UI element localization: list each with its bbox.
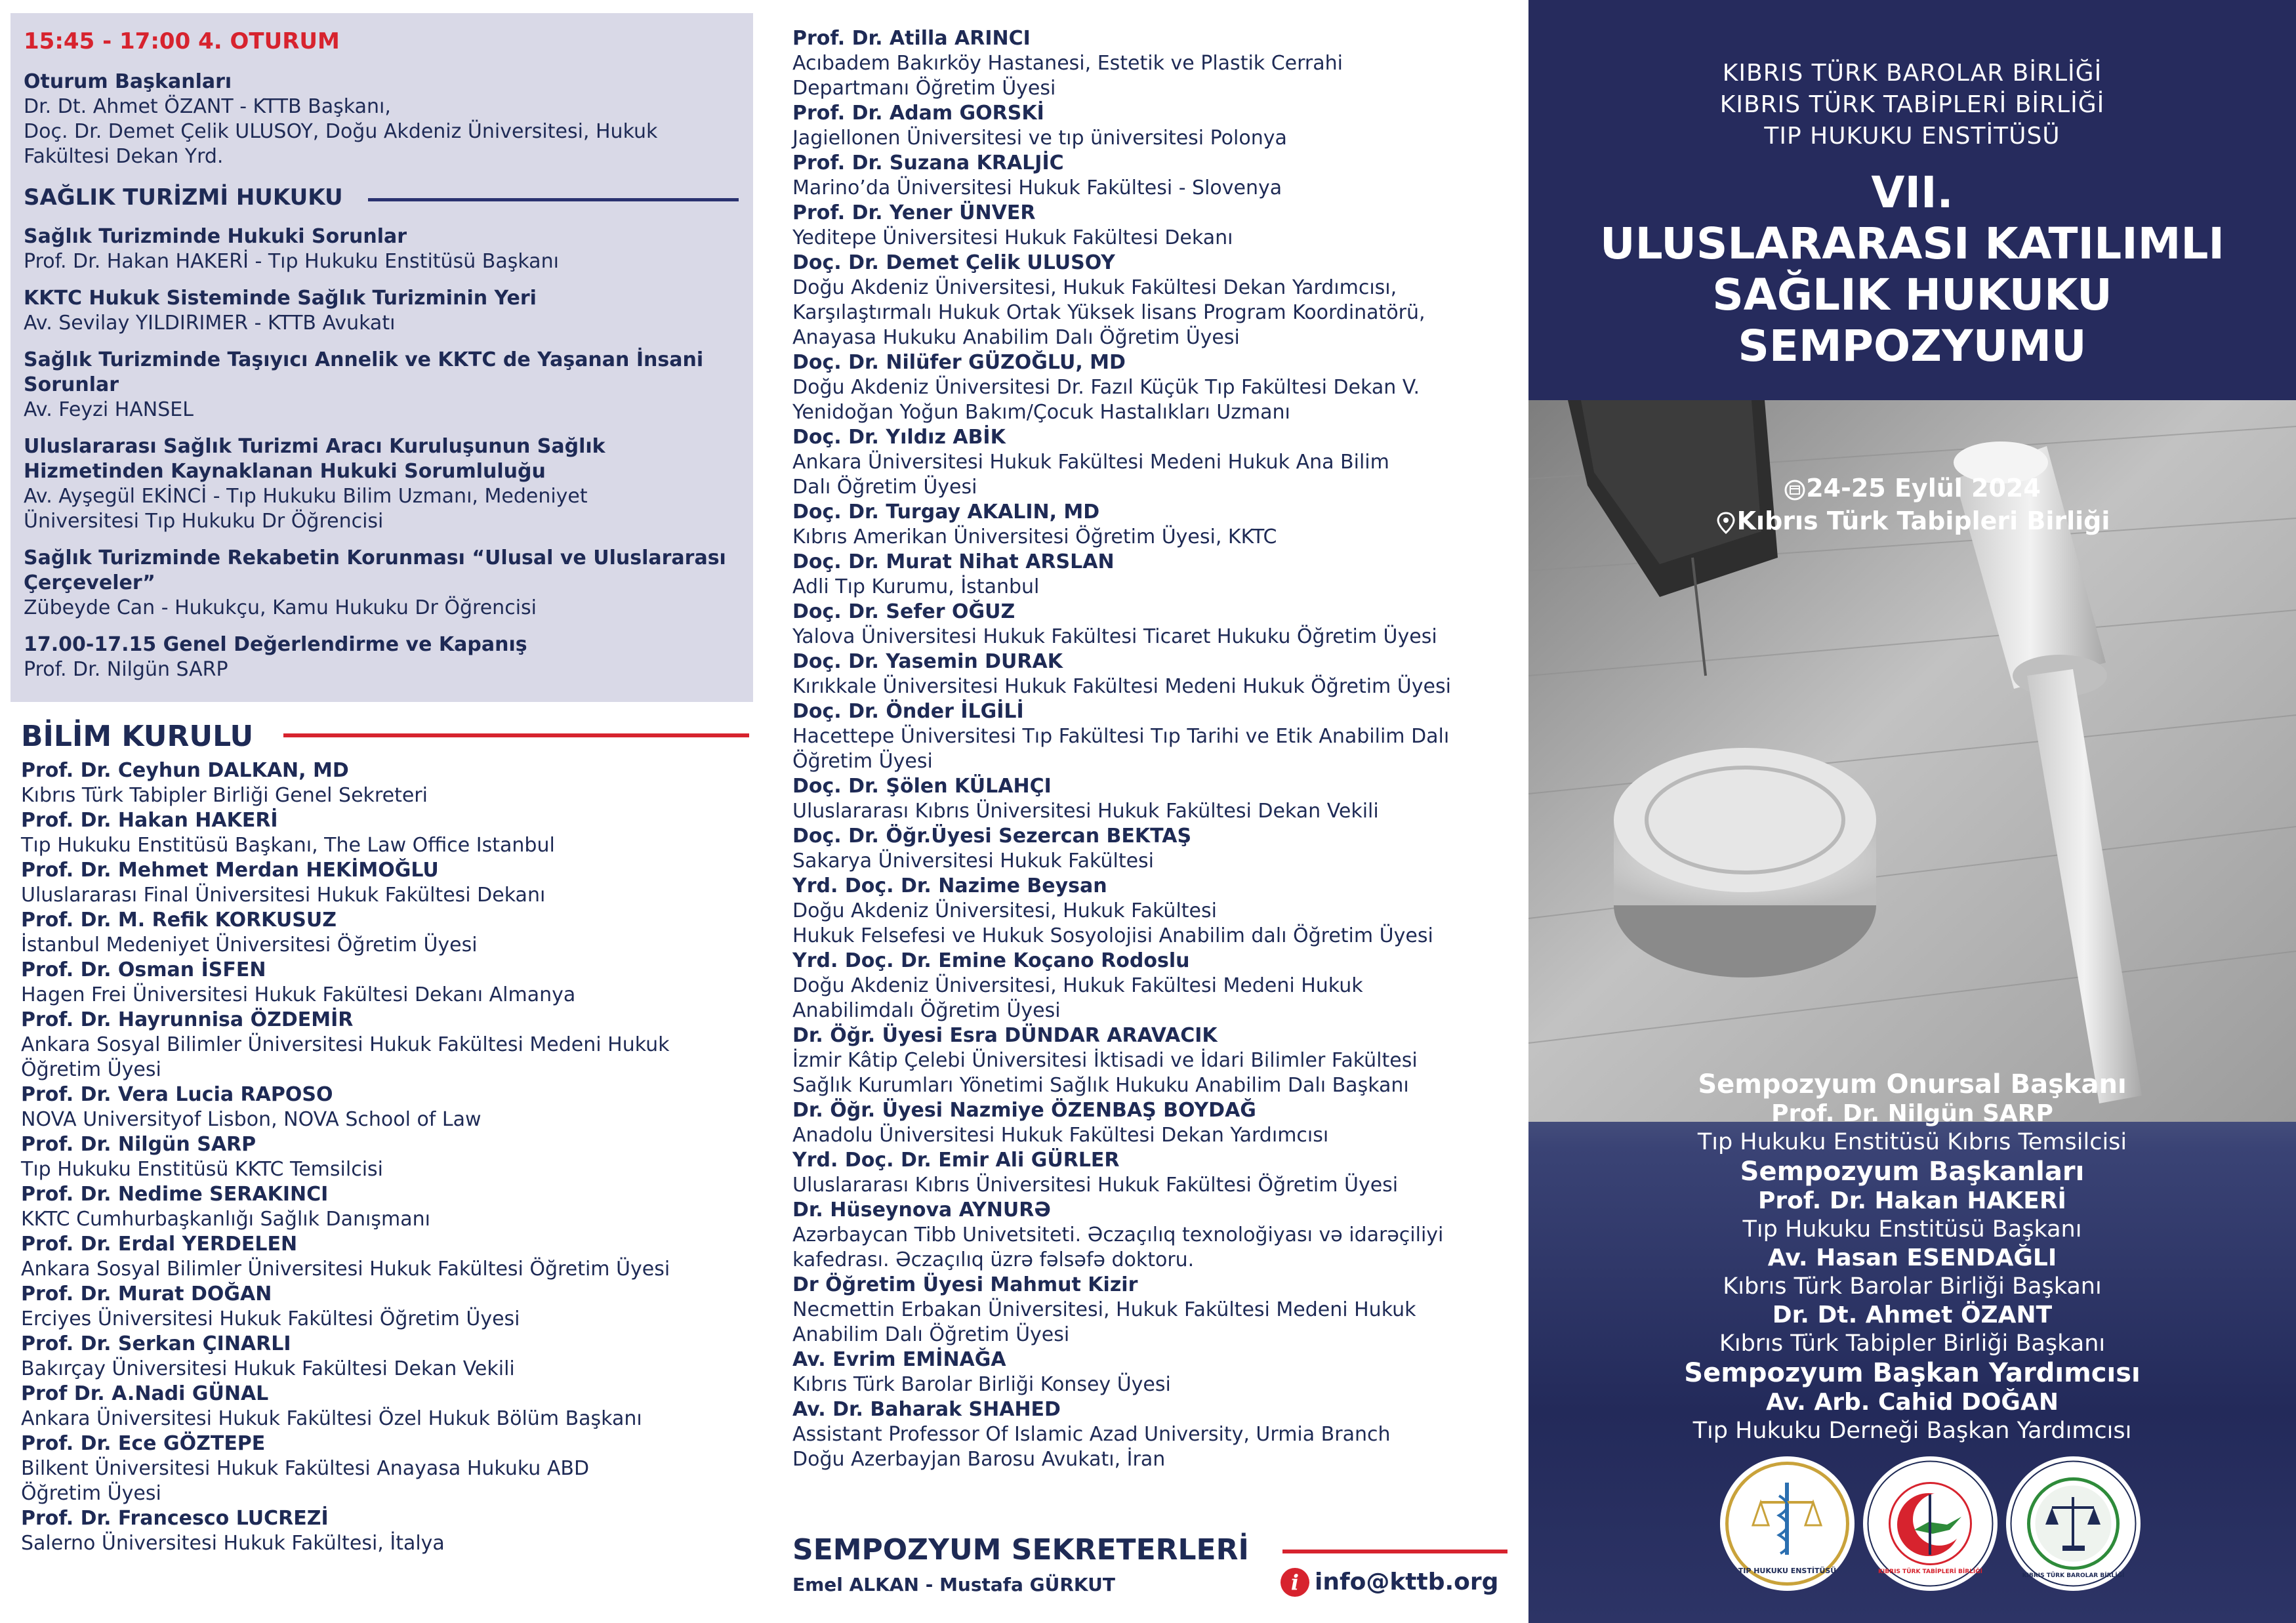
kibris-turk-tabipleri-birligi-emblem: [1863, 1456, 1998, 1591]
bilim-kurulu: [21, 715, 749, 1556]
bilim-kurulu-title-text: BİLİM KURULU: [21, 720, 254, 753]
member-name: Prof. Dr. Vera Lucia RAPOSO: [21, 1083, 333, 1106]
session-box: [10, 13, 753, 702]
member-name: Doç. Dr. Önder İLGİLİ: [792, 700, 1024, 723]
member-item: [792, 1198, 1514, 1273]
member-affiliation: Bilkent Üniversitesi Hukuk Fakültesi Anayasa Hukuku ABD: [21, 1457, 590, 1480]
member-affiliation: Yenidoğan Yoğun Bakım/Çocuk Hastalıkları Uzmanı: [792, 401, 1290, 424]
talk-title: Hizmetinden Kaynaklanan Hukuki Sorumluluğu: [24, 460, 546, 483]
member-affiliation: Erciyes Üniversitesi Hukuk Fakültesi Öğretim Üyesi: [21, 1307, 520, 1330]
official-name: Prof. Dr. Hakan HAKERİ: [1758, 1187, 2066, 1214]
official-desc: Tıp Hukuku Derneği Başkan Yardımcısı: [1692, 1418, 2132, 1444]
talk-title: KKTC Hukuk Sisteminde Sağlık Turizminin Yeri: [24, 287, 537, 310]
member-affiliation: Ankara Üniversitesi Hukuk Fakültesi Medeni Hukuk Ana Bilim: [792, 451, 1389, 474]
member-name: Av. Dr. Baharak SHAHED: [792, 1398, 1061, 1421]
session-time-title: 15:45 - 17:00 4. OTURUM: [24, 28, 340, 54]
tip-hukuku-enstitusu-emblem: [1720, 1456, 1855, 1591]
member-item: [21, 1082, 749, 1132]
organizer-line: KIBRIS TÜRK BAROLAR BİRLİĞİ: [1722, 60, 2102, 87]
member-name: Doç. Dr. Yasemin DURAK: [792, 650, 1063, 673]
organizer-line: KIBRIS TÜRK TABİPLERİ BİRLİĞİ: [1719, 91, 2105, 118]
member-affiliation: Ankara Üniversitesi Hukuk Fakültesi Özel Hukuk Bölüm Başkanı: [21, 1407, 642, 1430]
member-affiliation: Azərbaycan Tibb Univetsiteti. Əczaçılıq texnoloğiyası və idarəçiliyi: [792, 1223, 1444, 1246]
member-affiliation: Marino’da Üniversitesi Hukuk Fakültesi - Slovenya: [792, 176, 1282, 199]
member-affiliation: Anabilim Dalı Öğretim Üyesi: [792, 1323, 1070, 1346]
official-desc: Kıbrıs Türk Tabipler Birliği Başkanı: [1719, 1330, 2106, 1357]
member-item: [21, 1132, 749, 1182]
member-affiliation: Bakırçay Üniversitesi Hukuk Fakültesi Dekan Vekili: [21, 1357, 515, 1380]
member-affiliation: Assistant Professor Of Islamic Azad University, Urmia Branch: [792, 1423, 1391, 1446]
official-desc: Kıbrıs Türk Barolar Birliği Başkanı: [1723, 1273, 2102, 1300]
member-affiliation: Jagiellonen Üniversitesi ve tıp üniversitesi Polonya: [792, 127, 1287, 150]
talk-item: [24, 632, 739, 682]
member-name: Doç. Dr. Murat Nihat ARSLAN: [792, 550, 1115, 573]
talk-speaker: Av. Sevilay YILDIRIMER - KTTB Avukatı: [24, 312, 396, 335]
symposium-officials: [1568, 1069, 2257, 1445]
member-name: Prof. Dr. Hayrunnisa ÖZDEMİR: [21, 1008, 354, 1031]
member-affiliation: Anabilimdalı Öğretim Üyesi: [792, 999, 1061, 1022]
official-name: Prof. Dr. Nilgün SARP: [1771, 1100, 2053, 1127]
talk-item: [24, 348, 739, 422]
bilim-kurulu-title: [21, 715, 749, 758]
member-item: [792, 425, 1514, 500]
talk-list: [24, 224, 739, 682]
member-name: Prof. Dr. M. Refik KORKUSUZ: [21, 909, 337, 932]
member-item: [792, 600, 1514, 649]
member-affiliation: Sakarya Üniversitesi Hukuk Fakültesi: [792, 850, 1155, 873]
symposium-title: [1528, 167, 2296, 372]
member-name: Prof. Dr. Francesco LUCREZİ: [21, 1507, 329, 1530]
section-rule: [368, 198, 739, 201]
organizer-line: TIP HUKUKU ENSTİTÜSÜ: [1764, 123, 2060, 150]
email-text[interactable]: info@kttb.org: [1315, 1569, 1499, 1595]
member-name: Doç. Dr. Sefer OĞUZ: [792, 600, 1015, 623]
secretaries-names: Emel ALKAN - Mustafa GÜRKUT: [792, 1574, 1115, 1595]
member-item: [792, 774, 1514, 824]
logo-caption: KIBRIS TÜRK BAROLAR BİRLİĞİ: [2022, 1572, 2125, 1579]
member-affiliation: Kıbrıs Türk Barolar Birliği Konsey Üyesi: [792, 1373, 1171, 1396]
kibris-turk-tabipleri-birligi-logo: [1863, 1456, 1998, 1591]
member-name: Prof Dr. A.Nadi GÜNAL: [21, 1382, 269, 1405]
member-item: [792, 874, 1514, 949]
event-date-text: 24-25 Eylül 2024: [1806, 474, 2041, 503]
logo-caption: TIP HUKUKU ENSTİTÜSÜ: [1738, 1567, 1837, 1575]
cover-panel: [1528, 0, 2296, 1623]
event-venue-text: Kıbrıs Türk Tabipleri Birliği: [1736, 506, 2110, 535]
talk-speaker: Av. Ayşegül EKİNCİ - Tıp Hukuku Bilim Uzmanı, Medeniyet: [24, 485, 588, 508]
member-item: [21, 1506, 749, 1556]
title-line: SAĞLIK HUKUKU: [1712, 270, 2112, 320]
member-name: Yrd. Doç. Dr. Emine Koçano Rodoslu: [792, 949, 1190, 972]
member-affiliation: Karşılaştırmalı Hukuk Ortak Yüksek lisans Program Koordinatörü,: [792, 301, 1425, 324]
program-column: [0, 0, 754, 1623]
talk-item: [24, 434, 739, 534]
official-role: Sempozyum Başkan Yardımcısı: [1684, 1358, 2141, 1388]
session-content: [24, 26, 739, 694]
kibris-turk-barolar-birligi-emblem: [2006, 1456, 2141, 1591]
secretaries-title: [792, 1531, 1507, 1569]
member-affiliation: Hukuk Felsefesi ve Hukuk Sosyolojisi Anabilim dalı Öğretim Üyesi: [792, 924, 1433, 947]
member-affiliation: Uluslararası Final Üniversitesi Hukuk Fakültesi Dekanı: [21, 884, 546, 907]
talk-speaker: Üniversitesi Tıp Hukuku Dr Öğrencisi: [24, 510, 384, 533]
member-affiliation: Adli Tıp Kurumu, İstanbul: [792, 575, 1040, 598]
member-name: Prof. Dr. Yener ÜNVER: [792, 201, 1036, 224]
session-chair-line: Dr. Dt. Ahmet ÖZANT - KTTB Başkanı,: [24, 95, 391, 118]
member-name: Doç. Dr. Öğr.Üyesi Sezercan BEKTAŞ: [792, 825, 1192, 848]
member-affiliation: Doğu Akdeniz Üniversitesi, Hukuk Fakültesi Medeni Hukuk: [792, 974, 1363, 997]
event-venue: [1528, 505, 2296, 537]
member-item: [792, 1023, 1514, 1098]
session-chair-line: Fakültesi Dekan Yrd.: [24, 145, 224, 168]
logo-caption: KIBRIS TÜRK TABİPLERİ BİRLİĞİ: [1877, 1569, 1983, 1575]
talk-item: [24, 546, 739, 621]
member-affiliation: Doğu Akdeniz Üniversitesi, Hukuk Fakültesi Dekan Yardımcısı,: [792, 276, 1397, 299]
member-name: Doç. Dr. Turgay AKALIN, MD: [792, 501, 1100, 524]
secretaries-rule: [1282, 1550, 1507, 1553]
member-affiliation: Öğretim Üyesi: [21, 1058, 161, 1081]
member-affiliation: Anayasa Hukuku Anabilim Dalı Öğretim Üyesi: [792, 326, 1240, 349]
member-affiliation: Uluslararası Kıbrıs Üniversitesi Hukuk Fakültesi Dekan Vekili: [792, 800, 1379, 823]
member-item: [792, 1148, 1514, 1198]
member-item: [792, 550, 1514, 600]
official-name: Av. Arb. Cahid DOĞAN: [1766, 1389, 2059, 1416]
member-affiliation: NOVA Universityof Lisbon, NOVA School of Law: [21, 1108, 482, 1131]
member-name: Prof. Dr. Osman İSFEN: [21, 958, 266, 981]
member-name: Dr Öğretim Üyesi Mahmut Kizir: [792, 1273, 1138, 1296]
member-affiliation: Departmanı Öğretim Üyesi: [792, 77, 1056, 100]
official-desc: Tıp Hukuku Enstitüsü Kıbrıs Temsilcisi: [1697, 1129, 2127, 1155]
member-name: Prof. Dr. Murat DOĞAN: [21, 1283, 272, 1305]
member-name: Prof. Dr. Ceyhun DALKAN, MD: [21, 759, 349, 782]
member-name: Dr. Öğr. Üyesi Esra DÜNDAR ARAVACIK: [792, 1024, 1218, 1047]
member-name: Prof. Dr. Mehmet Merdan HEKİMOĞLU: [21, 859, 439, 882]
member-item: [21, 1332, 749, 1382]
member-affiliation: Öğretim Üyesi: [792, 750, 933, 773]
member-affiliation: Dalı Öğretim Üyesi: [792, 476, 977, 499]
secretaries-title-text: SEMPOZYUM SEKRETERLERİ: [792, 1533, 1249, 1567]
member-item: [792, 1098, 1514, 1148]
member-item: [792, 26, 1514, 101]
member-name: Prof. Dr. Erdal YERDELEN: [21, 1233, 298, 1256]
member-name: Yrd. Doç. Dr. Emir Ali GÜRLER: [792, 1149, 1120, 1172]
member-column-2: [792, 26, 1514, 1472]
bilim-rule: [283, 733, 749, 737]
member-name: Doç. Dr. Nilüfer GÜZOĞLU, MD: [792, 351, 1126, 374]
member-affiliation: Tıp Hukuku Enstitüsü Başkanı, The Law Office Istanbul: [21, 834, 555, 857]
member-name: Prof. Dr. Hakan HAKERİ: [21, 809, 278, 832]
member-affiliation: Yalova Üniversitesi Hukuk Fakültesi Ticaret Hukuku Öğretim Üyesi: [792, 625, 1437, 648]
member-affiliation: Ankara Sosyal Bilimler Üniversitesi Hukuk Fakültesi Medeni Hukuk: [21, 1033, 670, 1056]
official-role: Sempozyum Onursal Başkanı: [1698, 1069, 2127, 1099]
title-line: VII.: [1871, 167, 1954, 218]
member-affiliation: Ankara Sosyal Bilimler Üniversitesi Hukuk Fakültesi Öğretim Üyesi: [21, 1258, 670, 1281]
member-item: [21, 858, 749, 908]
talk-title: Uluslararası Sağlık Turizmi Aracı Kuruluşunun Sağlık: [24, 435, 605, 458]
member-item: [21, 1232, 749, 1282]
member-affiliation: Doğu Akdeniz Üniversitesi Dr. Fazıl Küçük Tıp Fakültesi Dekan V.: [792, 376, 1420, 399]
member-item: [21, 1282, 749, 1332]
calendar-icon: [1784, 479, 1806, 501]
member-item: [792, 649, 1514, 699]
cover-header: [1528, 0, 2296, 400]
member-name: Prof. Dr. Atilla ARINCI: [792, 27, 1031, 50]
member-item: [792, 350, 1514, 425]
member-item: [21, 1431, 749, 1506]
official-name: Dr. Dt. Ahmet ÖZANT: [1772, 1302, 2053, 1328]
member-affiliation: İstanbul Medeniyet Üniversitesi Öğretim Üyesi: [21, 934, 478, 956]
member-item: [792, 949, 1514, 1023]
event-date: [1528, 472, 2296, 504]
talk-title: Sorunlar: [24, 373, 119, 396]
member-affiliation: Hacettepe Üniversitesi Tıp Fakültesi Tıp Tarihi ve Etik Anabilim Dalı: [792, 725, 1450, 748]
member-name: Av. Evrim EMİNAĞA: [792, 1348, 1006, 1371]
talk-speaker: Prof. Dr. Hakan HAKERİ - Tıp Hukuku Enstitüsü Başkanı: [24, 250, 559, 273]
talk-title: 17.00-17.15 Genel Değerlendirme ve Kapanış: [24, 633, 527, 656]
member-affiliation: Anadolu Üniversitesi Hukuk Fakültesi Dekan Yardımcısı: [792, 1124, 1329, 1147]
member-affiliation: Hagen Frei Üniversitesi Hukuk Fakültesi Dekanı Almanya: [21, 983, 576, 1006]
official-name: Av. Hasan ESENDAĞLI: [1767, 1244, 2057, 1271]
talk-item: [24, 286, 739, 336]
talk-speaker: Zübeyde Can - Hukukçu, Kamu Hukuku Dr Öğrencisi: [24, 596, 537, 619]
member-affiliation: Kırıkkale Üniversitesi Hukuk Fakültesi Medeni Hukuk Öğretim Üyesi: [792, 675, 1451, 698]
member-item: [792, 151, 1514, 201]
member-name: Dr. Hüseynova AYNURƏ: [792, 1199, 1051, 1222]
member-affiliation: Acıbadem Bakırköy Hastanesi, Estetik ve Plastik Cerrahi: [792, 52, 1343, 75]
member-item: [792, 500, 1514, 550]
official-desc: Tıp Hukuku Enstitüsü Başkanı: [1742, 1216, 2082, 1243]
tip-hukuku-enstitusu-logo: [1720, 1456, 1855, 1591]
member-affiliation: KKTC Cumhurbaşkanlığı Sağlık Danışmanı: [21, 1208, 430, 1231]
info-icon: i: [1281, 1568, 1309, 1597]
official-role: Sempozyum Başkanları: [1740, 1157, 2085, 1187]
title-line: SEMPOZYUMU: [1738, 321, 2087, 371]
member-name: Doç. Dr. Şölen KÜLAHÇI: [792, 775, 1052, 798]
member-item: [21, 1008, 749, 1082]
member-item: [792, 824, 1514, 874]
member-name: Prof. Dr. Suzana KRALJİC: [792, 152, 1064, 175]
member-affiliation: Uluslararası Kıbrıs Üniversitesi Hukuk Fakültesi Öğretim Üyesi: [792, 1174, 1399, 1197]
member-item: [792, 201, 1514, 251]
member-item: [21, 758, 749, 808]
talk-speaker: Prof. Dr. Nilgün SARP: [24, 658, 228, 681]
talk-speaker: Av. Feyzi HANSEL: [24, 398, 194, 421]
session-chair-line: Doç. Dr. Demet Çelik ULUSOY, Doğu Akdeniz Üniversitesi, Hukuk: [24, 120, 658, 143]
member-affiliation: Öğretim Üyesi: [21, 1482, 161, 1505]
member-list-2: [792, 26, 1514, 1472]
session-chairs-label: Oturum Başkanları: [24, 70, 232, 93]
member-name: Prof. Dr. Nilgün SARP: [21, 1133, 256, 1156]
member-item: [792, 1397, 1514, 1472]
member-affiliation: Salerno Üniversitesi Hukuk Fakültesi, İtalya: [21, 1532, 445, 1555]
member-name: Doç. Dr. Yıldız ABİK: [792, 426, 1006, 449]
member-name: Dr. Öğr. Üyesi Nazmiye ÖZENBAŞ BOYDAĞ: [792, 1099, 1256, 1122]
member-name: Prof. Dr. Adam GORSKİ: [792, 102, 1044, 125]
member-name: Doç. Dr. Demet Çelik ULUSOY: [792, 251, 1115, 274]
member-item: [21, 908, 749, 958]
member-name: Prof. Dr. Nedime SERAKINCI: [21, 1183, 329, 1206]
member-item: [21, 808, 749, 858]
member-affiliation: İzmir Kâtip Çelebi Üniversitesi İktisadi ve İdari Bilimler Fakültesi: [792, 1049, 1418, 1072]
talk-title: Sağlık Turizminde Hukuki Sorunlar: [24, 225, 407, 248]
talk-item: [24, 224, 739, 274]
talk-title: Sağlık Turizminde Taşıyıcı Annelik ve KKTC de Yaşanan İnsani: [24, 348, 704, 371]
talk-title: Sağlık Turizminde Rekabetin Korunması “Ulusal ve Uluslararası: [24, 546, 726, 569]
member-affiliation: Kıbrıs Türk Tabipler Birliği Genel Sekreteri: [21, 784, 428, 807]
member-item: [792, 1273, 1514, 1347]
member-name: Yrd. Doç. Dr. Nazime Beysan: [792, 874, 1107, 897]
kibris-turk-barolar-birligi-logo: [2006, 1456, 2141, 1591]
member-affiliation: kafedrası. Əczaçılıq üzrə fəlsəfə doktoru.: [792, 1248, 1195, 1271]
talk-title: Çerçeveler”: [24, 571, 155, 594]
member-item: [21, 958, 749, 1008]
member-item: [792, 101, 1514, 151]
member-affiliation: Tıp Hukuku Enstitüsü KKTC Temsilcisi: [21, 1158, 383, 1181]
member-item: [21, 1382, 749, 1431]
member-item: [792, 251, 1514, 350]
member-affiliation: Doğu Azerbayjan Barosu Avukatı, İran: [792, 1448, 1166, 1471]
location-pin-icon: [1715, 511, 1737, 535]
member-affiliation: Doğu Akdeniz Üniversitesi, Hukuk Fakültesi: [792, 899, 1217, 922]
section-title-text: SAĞLIK TURİZMİ HUKUKU: [24, 184, 343, 211]
member-name: Prof. Dr. Ece GÖZTEPE: [21, 1432, 266, 1455]
member-item: [792, 1347, 1514, 1397]
member-item: [792, 699, 1514, 774]
member-affiliation: Kıbrıs Amerikan Üniversitesi Öğretim Üyesi, KKTC: [792, 525, 1277, 548]
member-affiliation: Yeditepe Üniversitesi Hukuk Fakültesi Dekanı: [792, 226, 1233, 249]
section-title: [24, 182, 739, 213]
member-item: [21, 1182, 749, 1232]
member-name: Prof. Dr. Serkan ÇINARLI: [21, 1332, 291, 1355]
title-line: ULUSLARARASI KATILIMLI: [1599, 218, 2224, 269]
member-list: [21, 758, 749, 1556]
contact-email[interactable]: [1281, 1567, 1507, 1599]
member-affiliation: Sağlık Kurumları Yönetimi Sağlık Hukuku Anabilim Dalı Başkanı: [792, 1074, 1409, 1097]
member-affiliation: Necmettin Erbakan Üniversitesi, Hukuk Fakültesi Medeni Hukuk: [792, 1298, 1416, 1321]
